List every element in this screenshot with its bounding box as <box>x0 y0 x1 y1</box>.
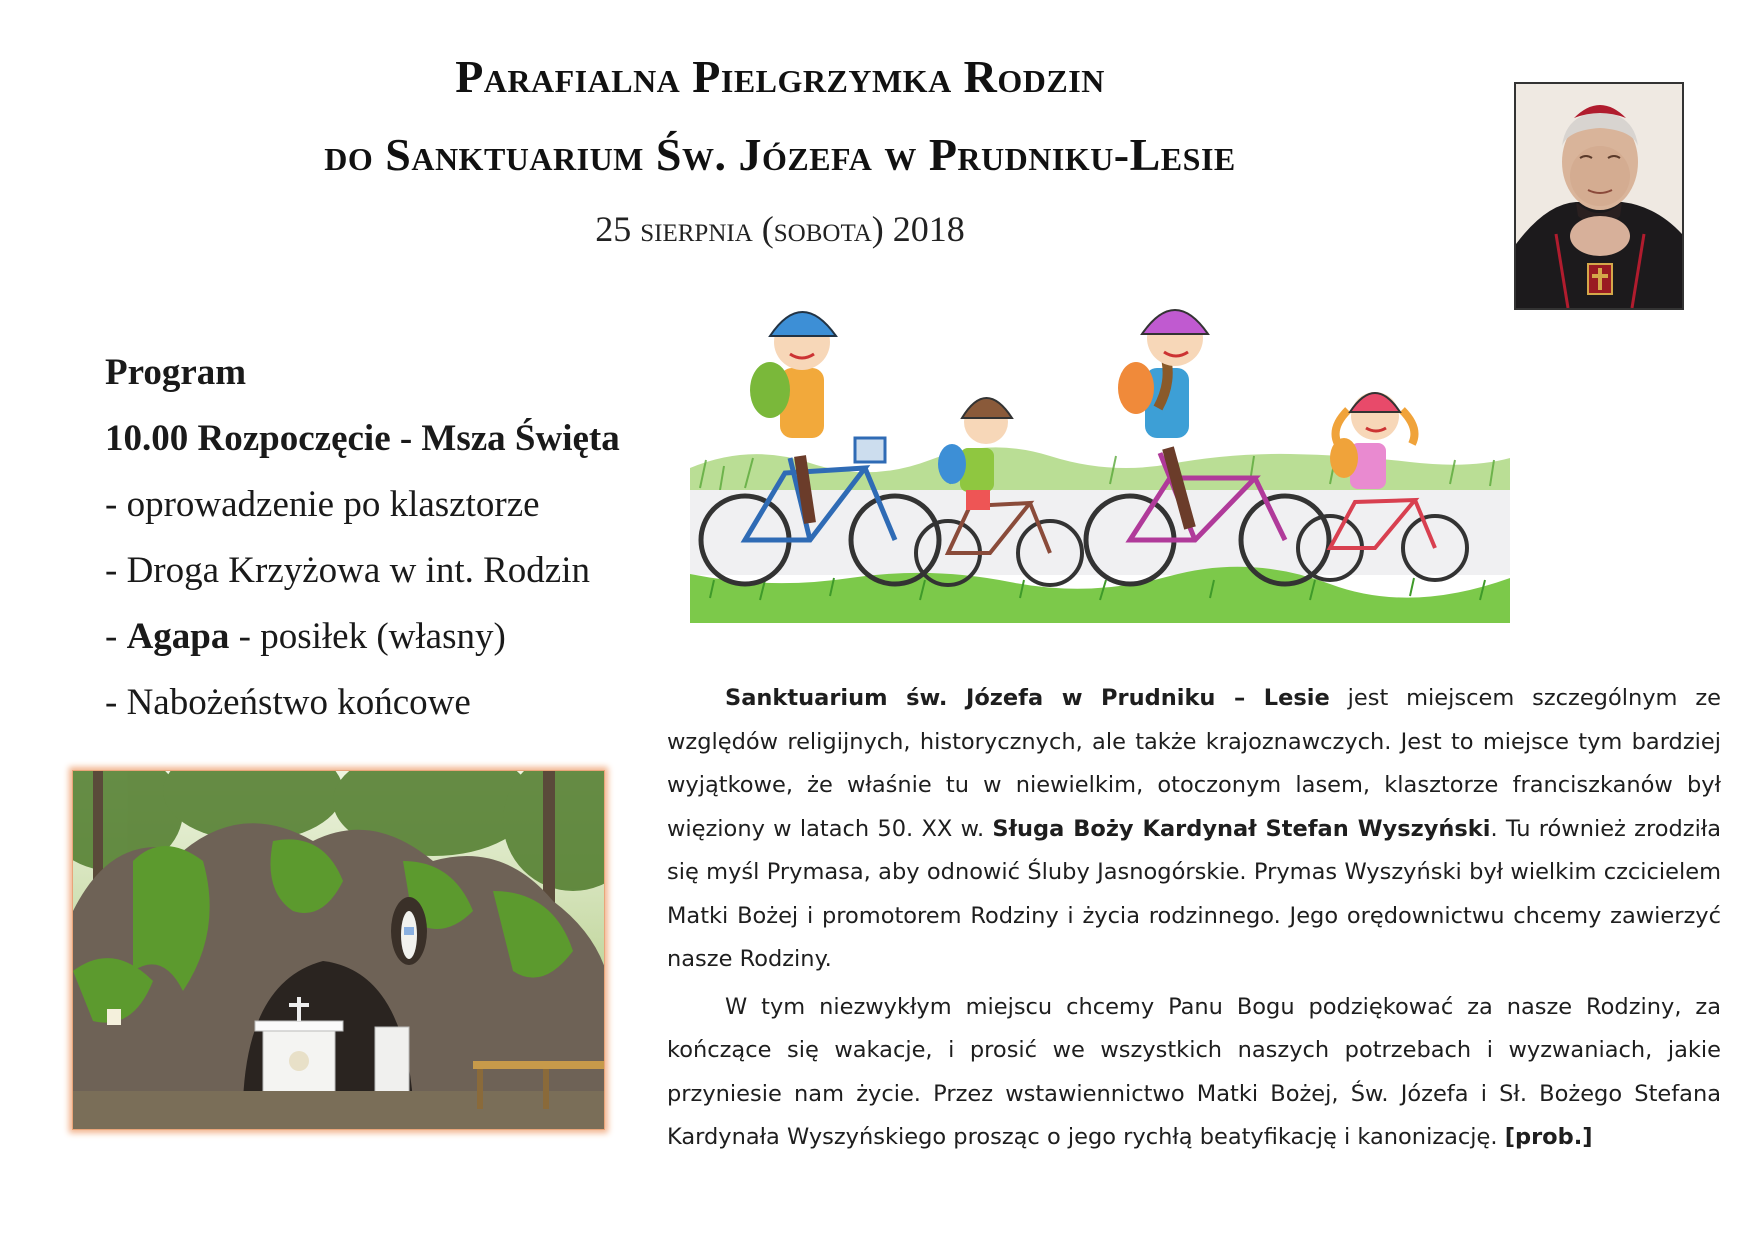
program-item: - Droga Krzyżowa w int. Rodzin <box>105 550 590 591</box>
signature: [prob.] <box>1504 1124 1593 1150</box>
grotto-icon <box>73 771 605 1130</box>
sanctuary-name: Sanktuarium św. Józefa w Prudniku – Lesie <box>725 685 1330 711</box>
program-item: - oprowadzenie po klasztorze <box>105 484 540 525</box>
program-item-prefix: - <box>105 616 127 657</box>
description-text-1: jest miejscem szczególnym ze względów religijnych, historycznych, ale także krajoznawczych. Jest to miejsce tym bardziej wyjątkowe, że właśnie tu w niewielkim, otoczonym lasem, klasztorze franciszkanów był więziony w latach 50. XX w. <box>667 685 1721 842</box>
title-line-2: do Sanktuarium Św. Józefa w Prudniku-Lesie <box>324 129 1236 180</box>
grotto-photo <box>72 770 605 1130</box>
description-text-3: W tym niezwykłym miejscu chcemy Panu Bogu podziękować za nasze Rodziny, za kończące się wakacje, i prosić we wszystkich naszych potrzebach i wyzwaniach, jakie przyniesie nam życie. Przez wstawiennictwo Matki Bożej, Św. Józefa i Sł. Bożego Stefana Kardynała Wyszyńskiego prosząc o jego rychłą beatyfikację i kanonizację. <box>667 993 1721 1150</box>
description-paragraph-1 <box>667 677 1721 982</box>
program-heading: Program <box>105 352 247 393</box>
family-cycling-illustration <box>690 278 1510 623</box>
family-cycling-icon <box>690 278 1510 623</box>
cardinal-name: Sługa Boży Kardynał Stefan Wyszyński <box>992 815 1491 842</box>
event-date: 25 sierpnia (sobota) 2018 <box>595 209 965 249</box>
program-list <box>105 340 705 736</box>
cardinal-portrait-image <box>1514 82 1684 310</box>
program-item <box>105 604 705 670</box>
description-paragraph-2 <box>667 986 1721 1160</box>
description-text <box>667 677 1721 1160</box>
program-start: 10.00 Rozpoczęcie - Msza Święta <box>105 418 620 459</box>
program-item-agapa: Agapa <box>126 616 230 657</box>
description-text-2: . Tu również zrodziła się myśl Prymasa, aby odnowić Śluby Jasnogórskie. Prymas Wyszyński był wielkim czcicielem Matki Bożej i promotorem Rodziny i życia rodzinnego. Jego orędownictwu chcemy zawierzyć nasze Rodziny. <box>667 815 1722 972</box>
cardinal-portrait-icon <box>1516 84 1682 308</box>
title-line-1: Parafialna Pielgrzymka Rodzin <box>455 51 1105 102</box>
program-item: - Nabożeństwo końcowe <box>105 682 471 723</box>
program-item-rest: - posiłek (własny) <box>229 616 506 657</box>
